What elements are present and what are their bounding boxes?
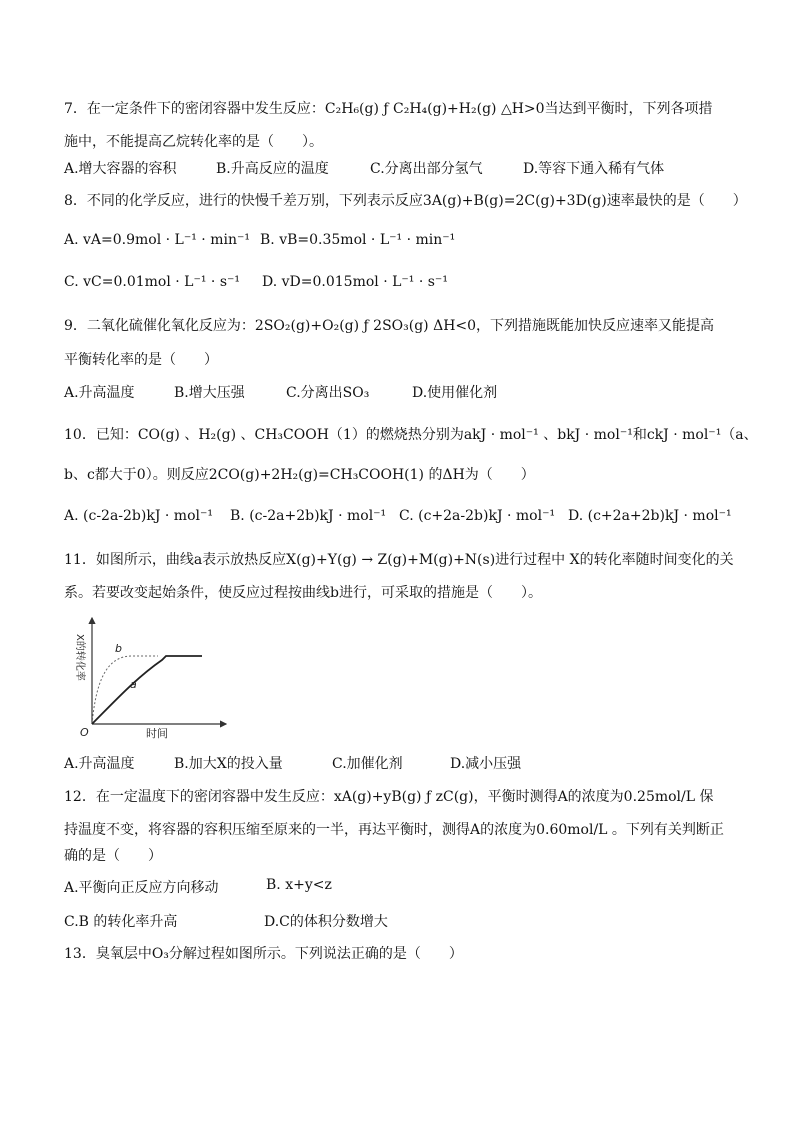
q10-option-b: B. (c-2a+2b)kJ · mol⁻¹ xyxy=(230,508,387,524)
q7-option-c: C.分离出部分氢气 xyxy=(370,161,483,177)
q11-option-a: A.升高温度 xyxy=(64,756,135,772)
q9-option-b: B.增大压强 xyxy=(174,385,245,401)
q12-option-c: C.B 的转化率升高 xyxy=(64,914,178,930)
q12-stem-line1: 12．在一定温度下的密闭容器中发生反应：xA(g)+yB(g) ƒ zC(g)，平衡时测得A的浓度为0.25mol/L 保 xyxy=(64,789,714,805)
q7-option-a: A.增大容器的容积 xyxy=(64,161,177,177)
q8-option-b: B. vB=0.35mol · L⁻¹ · min⁻¹ xyxy=(260,232,456,248)
q7-stem-line2: 施中，不能提高乙烷转化率的是（ ）。 xyxy=(64,134,323,150)
q8-stem: 8．不同的化学反应，进行的快慢千差万别，下列表示反应3A(g)+B(g)=2C(g)+3D(g)速率最快的是（ ） xyxy=(64,193,747,209)
q11-stem-line2: 系。若要改变起始条件，使反应过程按曲线b进行，可采取的措施是（ ）。 xyxy=(64,585,542,601)
q10-option-d: D. (c+2a+2b)kJ · mol⁻¹ xyxy=(568,508,732,524)
q8-option-c: C. vC=0.01mol · L⁻¹ · s⁻¹ xyxy=(64,274,241,290)
conversion-vs-time-figure xyxy=(62,612,232,742)
q12-option-b: B. x+y<z xyxy=(266,877,332,893)
q11-option-d: D.减小压强 xyxy=(450,756,522,772)
q7-option-d: D.等容下通入稀有气体 xyxy=(523,161,665,177)
q7-stem-line1: 7．在一定条件下的密闭容器中发生反应：C₂H₆(g) ƒ C₂H₄(g)+H₂(g) △H>0当达到平衡时，下列各项措 xyxy=(64,101,713,117)
curve-a xyxy=(92,656,202,724)
q11-option-b: B.加大X的投入量 xyxy=(174,756,283,772)
q12-option-a: A.平衡向正反应方向移动 xyxy=(64,880,219,896)
q12-stem-line3: 确的是（ ） xyxy=(64,848,162,864)
q11-stem-line1: 11．如图所示，曲线a表示放热反应X(g)+Y(g) → Z(g)+M(g)+N(s)进行过程中 X的转化率随时间变化的关 xyxy=(64,552,734,568)
q11-option-c: C.加催化剂 xyxy=(332,756,403,772)
q9-stem-line2: 平衡转化率的是（ ） xyxy=(64,352,218,368)
y-axis-label: X的转化率 xyxy=(74,634,85,681)
q9-option-d: D.使用催化剂 xyxy=(412,385,498,401)
curve-b-label: b xyxy=(115,642,122,655)
q9-option-a: A.升高温度 xyxy=(64,385,135,401)
q10-option-c: C. (c+2a-2b)kJ · mol⁻¹ xyxy=(399,508,556,524)
q9-stem-line1: 9．二氧化硫催化氧化反应为：2SO₂(g)+O₂(g) ƒ 2SO₃(g) ΔH<0，下列措施既能加快反应速率又能提高 xyxy=(64,318,715,334)
q10-option-a: A. (c-2a-2b)kJ · mol⁻¹ xyxy=(64,508,213,524)
q8-option-a: A. vA=0.9mol · L⁻¹ · min⁻¹ xyxy=(64,232,250,248)
x-axis-label: 时间 xyxy=(146,727,168,740)
q8-option-d: D. vD=0.015mol · L⁻¹ · s⁻¹ xyxy=(262,274,448,290)
q13-stem: 13．臭氧层中O₃分解过程如图所示。下列说法正确的是（ ） xyxy=(64,946,463,962)
q7-option-b: B.升高反应的温度 xyxy=(216,161,329,177)
origin-label: O xyxy=(80,726,89,739)
q12-option-d: D.C的体积分数增大 xyxy=(264,914,388,930)
q9-option-c: C.分离出SO₃ xyxy=(286,385,370,401)
q10-stem-line2: b、c都大于0）。则反应2CO(g)+2H₂(g)=CH₃COOH(1) 的ΔH为（ ） xyxy=(64,467,535,483)
curve-a-label: a xyxy=(130,678,137,691)
q10-stem-line1: 10．已知：CO(g) 、H₂(g) 、CH₃COOH（1）的燃烧热分别为akJ · mol⁻¹ 、bkJ · mol⁻¹和ckJ · mol⁻¹（a、 xyxy=(64,427,758,443)
q12-stem-line2: 持温度不变，将容器的容积压缩至原来的一半，再达平衡时，测得A的浓度为0.60mol/L 。下列有关判断正 xyxy=(64,822,724,838)
